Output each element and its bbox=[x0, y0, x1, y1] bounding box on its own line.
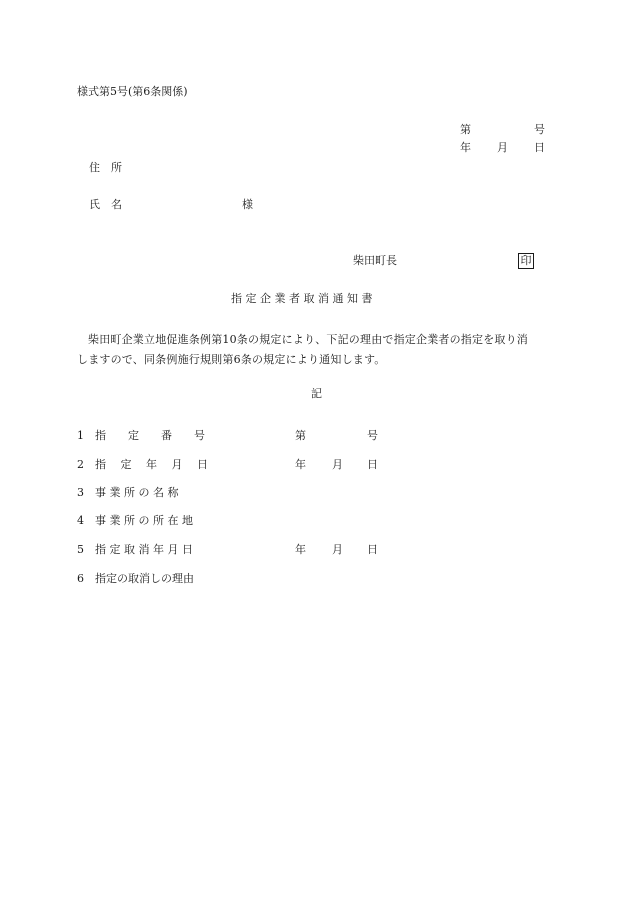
item-value-day: 日 bbox=[367, 543, 378, 556]
item-label: 指 定 番 号 bbox=[95, 429, 205, 442]
body-line-1: 柴田町企業立地促進条例第10条の規定により、下記の理由で指定企業者の指定を取り消 bbox=[88, 333, 528, 346]
body-paragraph bbox=[77, 330, 557, 370]
item-label: 指 定 取 消 年 月 日 bbox=[95, 543, 193, 556]
item-value-month: 月 bbox=[332, 543, 343, 556]
list-item bbox=[77, 486, 397, 500]
header-date-month: 月 bbox=[497, 141, 508, 154]
list-item bbox=[77, 429, 397, 443]
header-date-year: 年 bbox=[460, 141, 471, 154]
address-label: 住 所 bbox=[89, 161, 122, 174]
item-number: 1 bbox=[77, 429, 84, 442]
item-value-month: 月 bbox=[332, 458, 343, 471]
item-label: 事 業 所 の 所 在 地 bbox=[95, 514, 193, 527]
number-prefix: 第 bbox=[460, 123, 471, 136]
list-item bbox=[77, 458, 397, 472]
issuer-name: 柴田町長 bbox=[353, 254, 397, 267]
header-date-day: 日 bbox=[534, 141, 545, 154]
number-suffix: 号 bbox=[534, 123, 545, 136]
body-line-2: しますので、同条例施行規則第6条の規定により通知します。 bbox=[77, 353, 386, 366]
item-label: 指 定 年 月 日 bbox=[95, 458, 208, 471]
item-value-suffix: 号 bbox=[367, 429, 378, 442]
list-item bbox=[77, 572, 397, 586]
list-item bbox=[77, 543, 397, 557]
item-number: 3 bbox=[77, 486, 84, 499]
item-number: 2 bbox=[77, 458, 84, 471]
seal-mark: 印 bbox=[518, 253, 534, 269]
item-value-year: 年 bbox=[295, 543, 306, 556]
item-label: 事 業 所 の 名 称 bbox=[95, 486, 179, 499]
form-number: 様式第5号(第6条関係) bbox=[77, 85, 188, 98]
honorific: 様 bbox=[242, 198, 253, 211]
item-number: 4 bbox=[77, 514, 84, 527]
list-item bbox=[77, 514, 397, 528]
item-value-prefix: 第 bbox=[295, 429, 306, 442]
item-number: 5 bbox=[77, 543, 84, 556]
item-label: 指定の取消しの理由 bbox=[95, 572, 194, 585]
name-label: 氏 名 bbox=[89, 198, 122, 211]
item-number: 6 bbox=[77, 572, 84, 585]
ki-heading: 記 bbox=[311, 387, 322, 400]
item-value-year: 年 bbox=[295, 458, 306, 471]
item-value-day: 日 bbox=[367, 458, 378, 471]
document-title: 指 定 企 業 者 取 消 通 知 書 bbox=[231, 292, 373, 305]
